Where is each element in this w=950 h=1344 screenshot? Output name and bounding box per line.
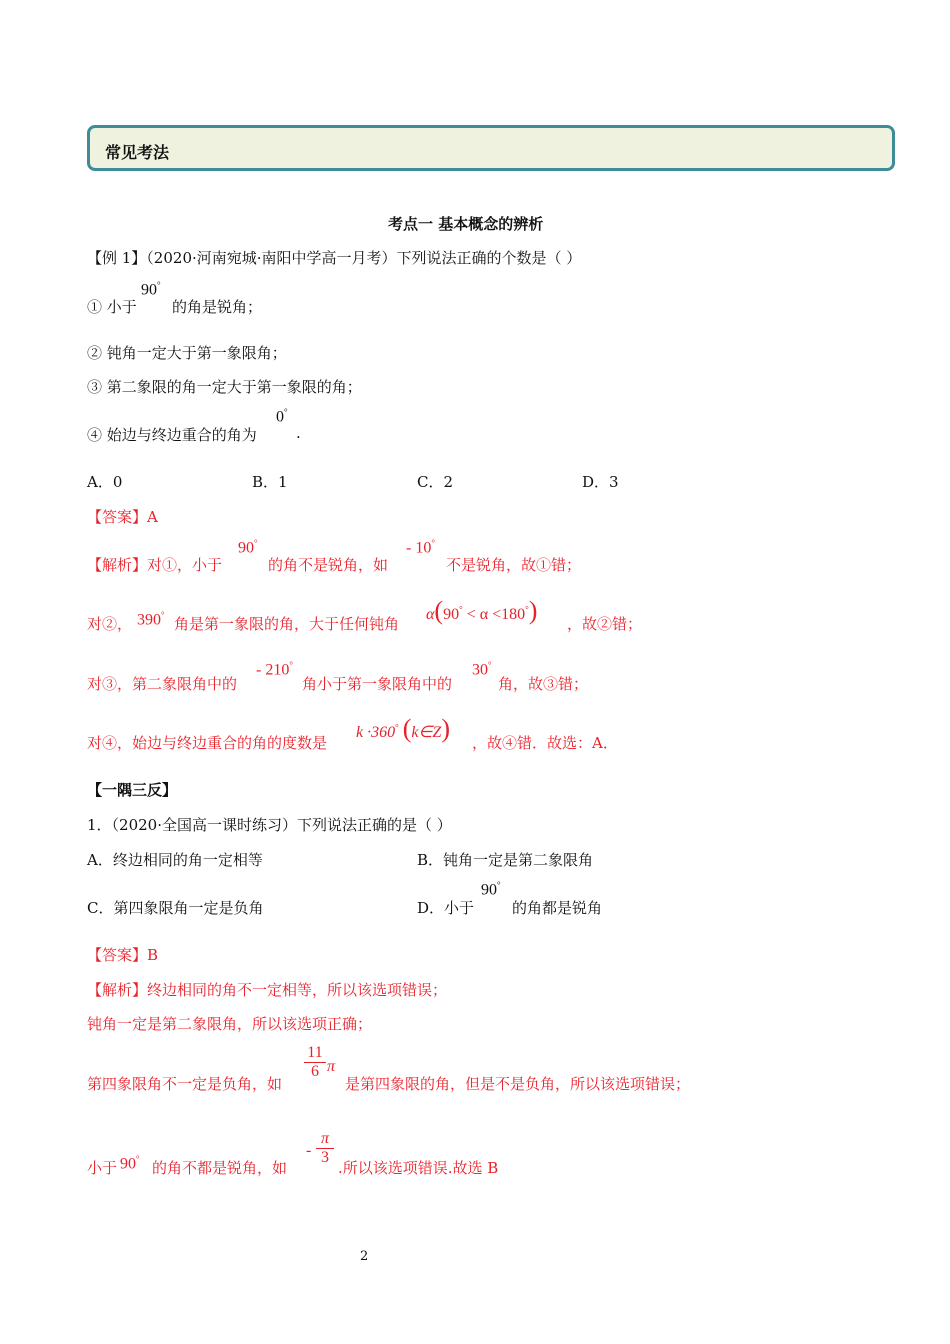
math-90-degree: 90° [238,538,258,557]
statement-1-suffix: 的角是锐角； [172,298,263,316]
statement-4-prefix: ④ 始边与终边重合的角为 [87,426,257,444]
practice-stem: 1．（2020·全国高一课时练习）下列说法正确的是（ ） [87,816,452,834]
explanation-text: 对②， [87,615,133,633]
practice-option-a: A．终边相同的角一定相等 [87,851,263,869]
math-90-degree: 90° [141,280,161,299]
explanation-text: 不是锐角，故①错； [446,556,582,574]
statement-2: ② 钝角一定大于第一象限角； [87,344,287,362]
option-d: D．3 [582,473,619,491]
page-number: 2 [360,1249,369,1264]
example1-stem: 【例 1】（2020·河南宛城·南阳中学高一月考）下列说法正确的个数是（ ） [87,249,582,267]
explanation-text: 对④，始边与终边重合的角的度数是 [87,734,328,752]
option-b: B．1 [252,473,288,491]
math-minus-10-degree: - 10° [406,538,435,557]
math-alpha-range: α(90° < α <180°) [426,596,538,625]
option-c: C．2 [417,473,454,491]
practice-option-c: C．第四象限角一定是负角 [87,899,264,917]
statement-4-suffix: . [296,424,301,442]
practice-option-d-prefix: D．小于 [417,899,475,917]
math-fraction-11-6: $\frac{11}{6}$ [304,1044,326,1081]
explanation-text: 的角不是锐角，如 [268,556,389,574]
section-title: 考点一 基本概念的辨析 [388,215,544,233]
explanation-2-line1: 【解析】终边相同的角不一定相等，所以该选项错误； [87,981,448,999]
math-pi: π [327,1058,336,1075]
explanation-2-line2: 钝角一定是第二象限角，所以该选项正确； [87,1015,373,1033]
math-minus-sign: - [306,1142,312,1159]
explanation-text: ，故②错； [567,615,643,633]
math-k-360: k ·360° (k∈Z) [356,714,450,743]
explanation-text: 第四象限角不一定是负角，如 [87,1075,283,1093]
math-90-degree: 90° [481,880,501,899]
header-box [87,125,895,171]
statement-3: ③ 第二象限的角一定大于第一象限的角； [87,378,362,396]
explanation-text: .所以该选项错误.故选 B [338,1159,499,1177]
math-90-degree: 90° [120,1154,140,1173]
explanation-text: 角是第一象限的角，大于任何钝角 [174,615,400,633]
practice-option-d-suffix: 的角都是锐角 [512,899,603,917]
explanation-text: 的角不都是锐角，如 [152,1159,288,1177]
explanation-text: 角小于第一象限角中的 [302,675,453,693]
explanation-text: ，故④错．故选：A． [472,734,618,752]
statement-1-prefix: ① 小于 [87,298,137,316]
math-fraction-pi-3: $\frac{\pi}{3}$ [316,1130,334,1167]
header-title: 常见考法 [105,143,170,162]
practice-option-b: B．钝角一定是第二象限角 [417,851,594,869]
math-0-degree: 0° [276,407,288,426]
answer-1: 【答案】A [87,508,158,526]
math-minus-210-degree: - 210° [256,660,293,679]
explanation-text: 小于 [87,1159,118,1177]
explanation-text: 对③，第二象限角中的 [87,675,238,693]
explanation-text: 角，故③错； [498,675,589,693]
explanation-text: 是第四象限的角，但是不是负角，所以该选项错误； [345,1075,691,1093]
practice-label: 【一隅三反】 [87,781,178,799]
math-390-degree: 390° [137,610,165,629]
explanation-1-line1: 【解析】对①，小于 [87,556,223,574]
math-30-degree: 30° [472,660,492,679]
option-a: A．0 [87,473,123,491]
answer-2: 【答案】B [87,946,159,964]
